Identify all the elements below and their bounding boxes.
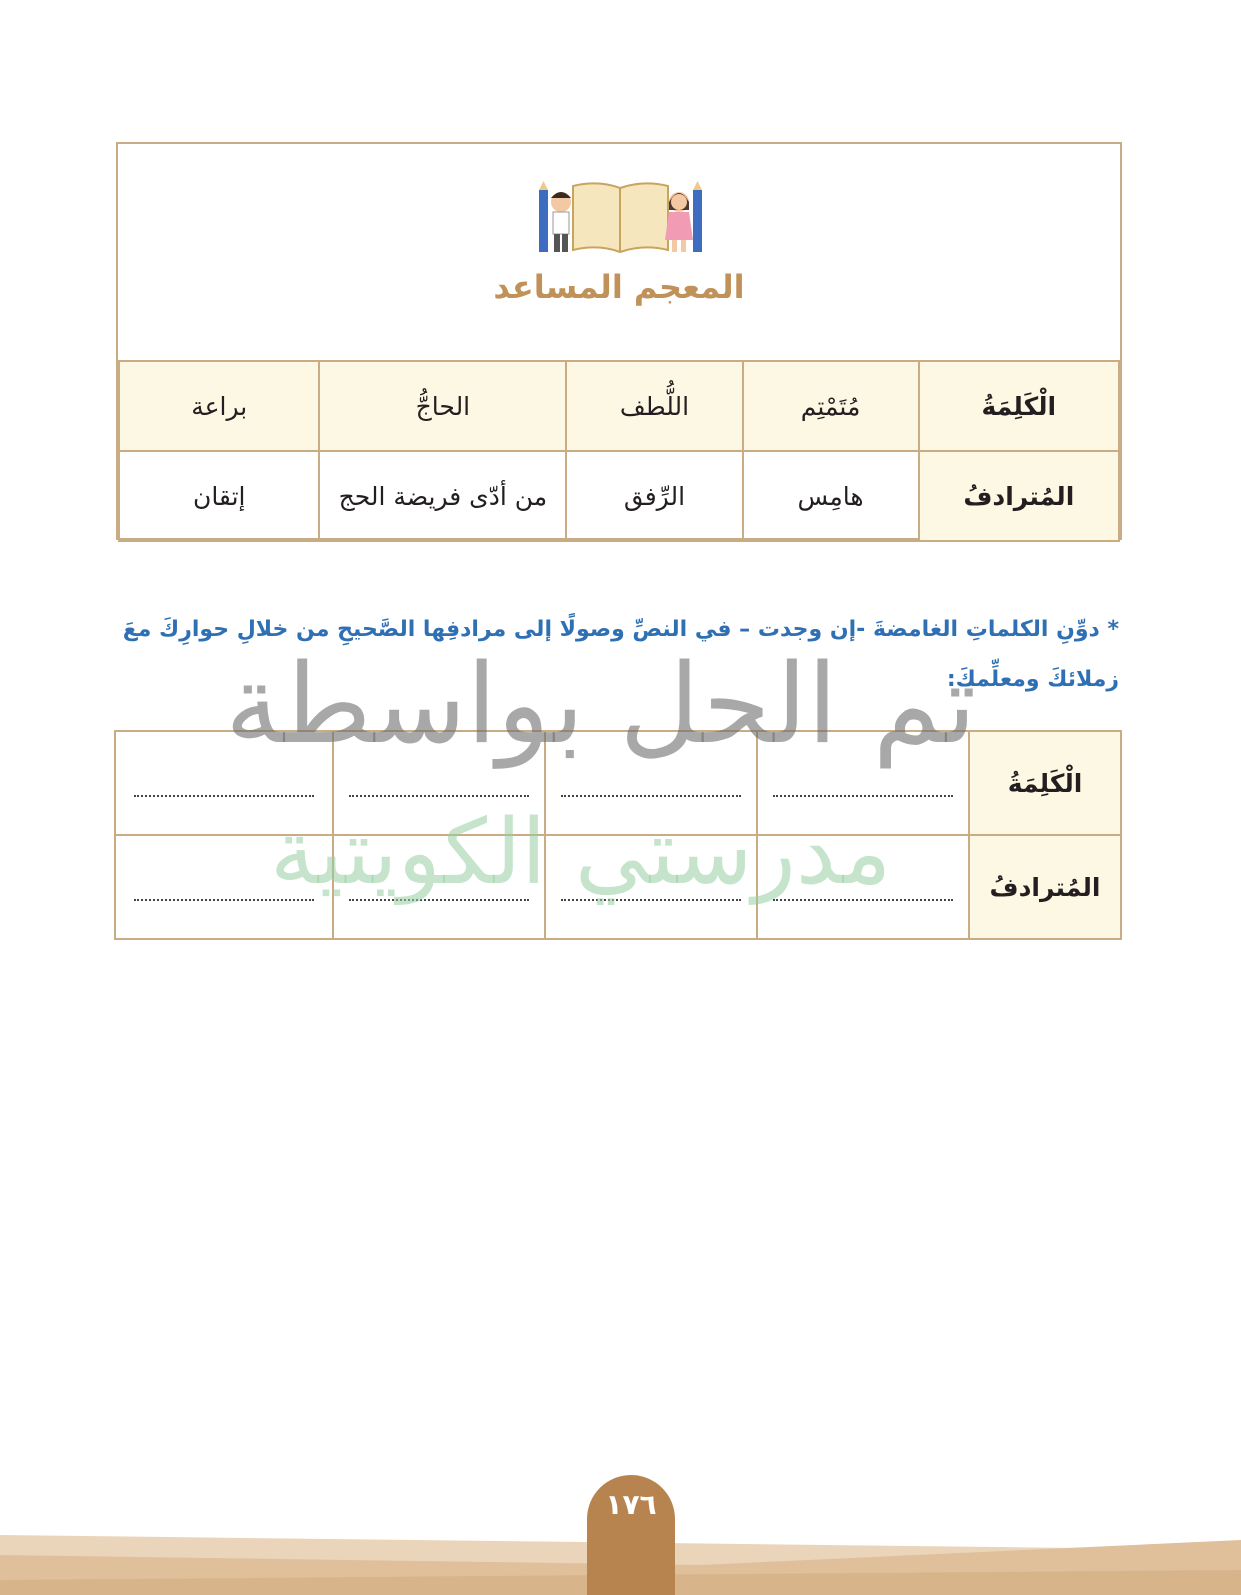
dotted-line: [349, 877, 529, 901]
answer-blank[interactable]: [545, 731, 757, 835]
children-book-illustration: [533, 180, 708, 258]
row-header-synonym: المُترادفُ: [969, 835, 1121, 939]
answer-blank[interactable]: [115, 835, 333, 939]
dotted-line: [561, 877, 741, 901]
row-header-word: الْكَلِمَةُ: [969, 731, 1121, 835]
synonym-cell: إتقان: [119, 451, 319, 541]
answer-blank[interactable]: [757, 835, 969, 939]
table-row: [115, 731, 1121, 835]
row-header-synonym: المُترادفُ: [919, 451, 1119, 541]
synonym-cell: الرِّفق: [566, 451, 742, 541]
word-cell: براعة: [119, 361, 319, 451]
dotted-line: [773, 877, 953, 901]
answer-table: [114, 730, 1122, 940]
exercise-instruction: * دوِّنِ الكلماتِ الغامضةَ -إن وجدت – في النصِّ وصولًا إلى مرادفِها الصَّحيحِ من خلالِ حوارِكَ معَ زملائكَ ومعلِّمكَ:: [122, 617, 1119, 692]
dotted-line: [349, 773, 529, 797]
answer-table-wrapper: [116, 730, 1122, 940]
word-cell: الحاجُّ: [319, 361, 566, 451]
dictionary-table: [118, 360, 1120, 542]
dictionary-header: [118, 144, 1120, 360]
dotted-line: [134, 773, 314, 797]
synonym-cell: هامِس: [743, 451, 919, 541]
answer-blank[interactable]: [333, 731, 545, 835]
dotted-line: [561, 773, 741, 797]
watermark-line-1: تم الحل بواسطة: [225, 640, 977, 768]
table-row: [115, 835, 1121, 939]
answer-blank[interactable]: [545, 835, 757, 939]
table-row: [119, 361, 1119, 451]
synonym-cell: من أدّى فريضة الحج: [319, 451, 566, 541]
word-cell: اللُّطف: [566, 361, 742, 451]
helper-dictionary: [116, 142, 1122, 540]
answer-blank[interactable]: [115, 731, 333, 835]
answer-blank[interactable]: [757, 731, 969, 835]
dictionary-title: المعجم المساعد: [493, 268, 745, 306]
watermark-line-2: مدرستي الكويتية: [270, 800, 892, 905]
dotted-line: [134, 877, 314, 901]
row-header-word: الْكَلِمَةُ: [919, 361, 1119, 451]
dotted-line: [773, 773, 953, 797]
page-number-badge: ١٧٦: [587, 1475, 675, 1595]
table-row: [119, 451, 1119, 541]
answer-blank[interactable]: [333, 835, 545, 939]
word-cell: مُتَمْتِم: [743, 361, 919, 451]
